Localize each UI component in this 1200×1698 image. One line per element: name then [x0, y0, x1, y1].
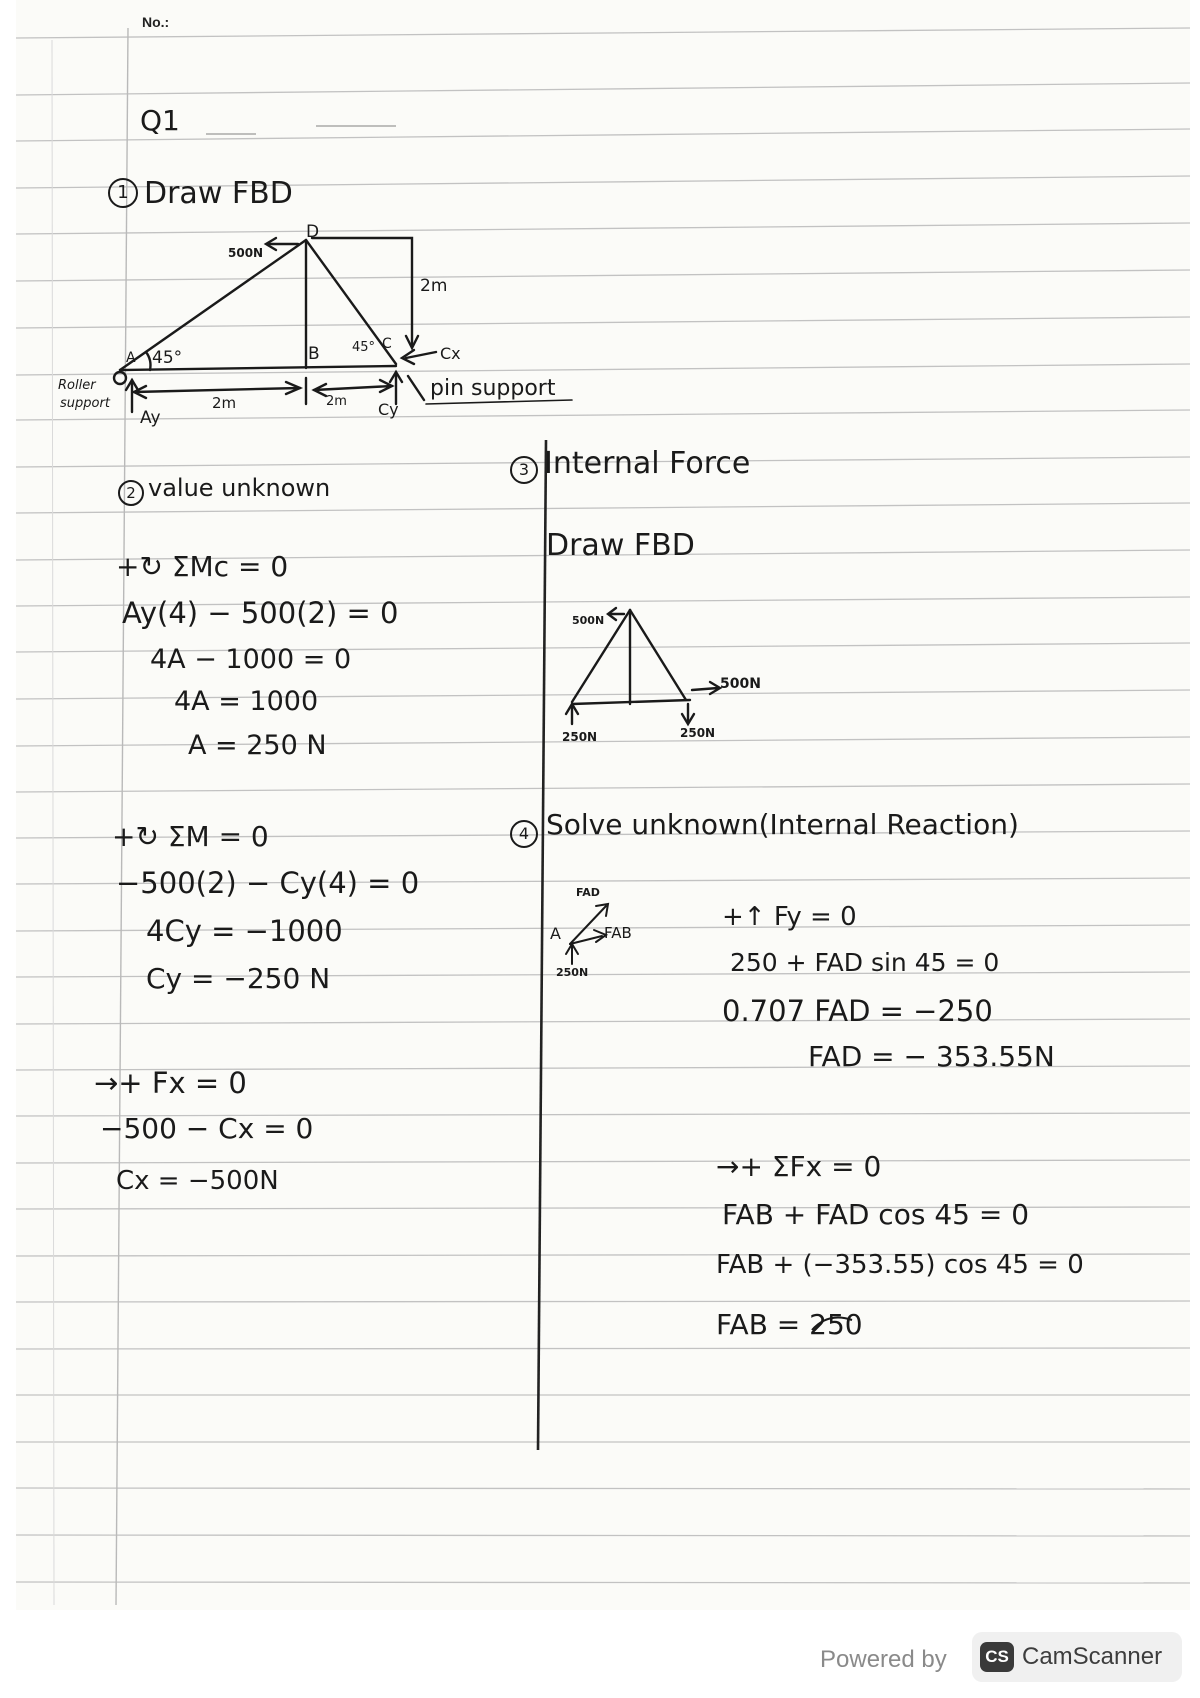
camscanner-logo-icon: CS: [980, 1642, 1014, 1672]
calc-fy-line2: 250 + FAD sin 45 = 0: [730, 948, 1000, 977]
powered-by-text: Powered by: [820, 1646, 947, 1673]
calc-ma-line3: 4Cy = −1000: [146, 914, 343, 948]
calc-fx2-line3: FAB + (−353.55) cos 45 = 0: [716, 1250, 1084, 1280]
label-dim-left: 2m: [212, 394, 237, 412]
label-force-right: 500N: [720, 676, 761, 692]
label-point-c: C: [382, 336, 392, 352]
step1-number: 1: [108, 178, 138, 208]
label-dim-mid: 2m: [326, 394, 347, 409]
label-force-top: 500N: [572, 614, 605, 627]
calc-mc-line3: 4A − 1000 = 0: [150, 644, 352, 675]
question-label: Q1: [140, 104, 180, 137]
calc-fx-line3: Cx = −500N: [116, 1166, 279, 1196]
label-roller-2: support: [60, 396, 110, 411]
notebook-page: [16, 0, 1190, 1610]
label-cy: Cy: [378, 400, 399, 419]
camscanner-badge: [972, 1632, 1182, 1682]
internal-force-diagram: [16, 0, 1190, 1610]
calc-fx2-line2: FAB + FAD cos 45 = 0: [722, 1198, 1030, 1231]
calc-ma-line1: +↻ ΣM = 0: [112, 820, 269, 853]
label-dim-right: 2m: [420, 276, 448, 296]
label-pin-support: pin support: [430, 376, 556, 401]
label-force-left: 250N: [562, 730, 598, 744]
label-cx: Cx: [440, 344, 461, 363]
calc-fx-line1: →+ Fx = 0: [94, 1066, 247, 1100]
step3-subtitle: Draw FBD: [546, 528, 695, 563]
calc-fx2-line4: FAB = 250: [716, 1308, 863, 1341]
label-point-b: B: [308, 344, 320, 364]
calc-fx-line2: −500 − Cx = 0: [100, 1112, 314, 1145]
calc-fy-line3: 0.707 FAD = −250: [722, 994, 993, 1028]
step2-number: 2: [118, 480, 144, 506]
arrow-right: [692, 688, 718, 690]
joint-a-label-fad: FAD: [576, 886, 600, 899]
label-force-d: 500N: [228, 246, 264, 260]
calc-mc-line2: Ay(4) − 500(2) = 0: [122, 596, 399, 630]
joint-a-label-force: 250N: [556, 966, 589, 979]
step2-title: value unknown: [148, 474, 331, 502]
label-ay: Ay: [140, 408, 161, 428]
label-roller-1: Roller: [58, 378, 96, 393]
label-point-d: D: [306, 222, 320, 242]
calc-mc-line5: A = 250 N: [188, 730, 327, 761]
calc-mc-line4: 4A = 1000: [174, 686, 319, 717]
calc-fy-line4: FAD = − 353.55N: [808, 1040, 1055, 1073]
calc-ma-line2: −500(2) − Cy(4) = 0: [116, 866, 420, 900]
label-force-bottom-right: 250N: [680, 726, 716, 740]
camscanner-brand: CamScanner: [1022, 1643, 1163, 1670]
member-right: [630, 610, 686, 700]
joint-a-label-fab: FAB: [604, 924, 632, 942]
step1-title: Draw FBD: [144, 176, 293, 211]
calc-mc-line1: +↻ ΣMc = 0: [116, 550, 289, 583]
label-angle-a: 45°: [152, 348, 183, 368]
label-angle-c: 45°: [352, 340, 376, 355]
joint-a-label-point: A: [550, 924, 561, 943]
calc-fy-line1: +↑ Fy = 0: [722, 902, 857, 932]
step3-title: Internal Force: [544, 446, 751, 481]
step3-number: 3: [510, 456, 538, 484]
step4-title: Solve unknown(Internal Reaction): [546, 808, 1019, 841]
step4-number: 4: [510, 820, 538, 848]
calc-ma-line4: Cy = −250 N: [146, 962, 331, 995]
no-label: No.:: [142, 14, 170, 30]
calc-fx2-line1: →+ ΣFx = 0: [716, 1150, 882, 1183]
label-point-a: A: [126, 350, 136, 366]
